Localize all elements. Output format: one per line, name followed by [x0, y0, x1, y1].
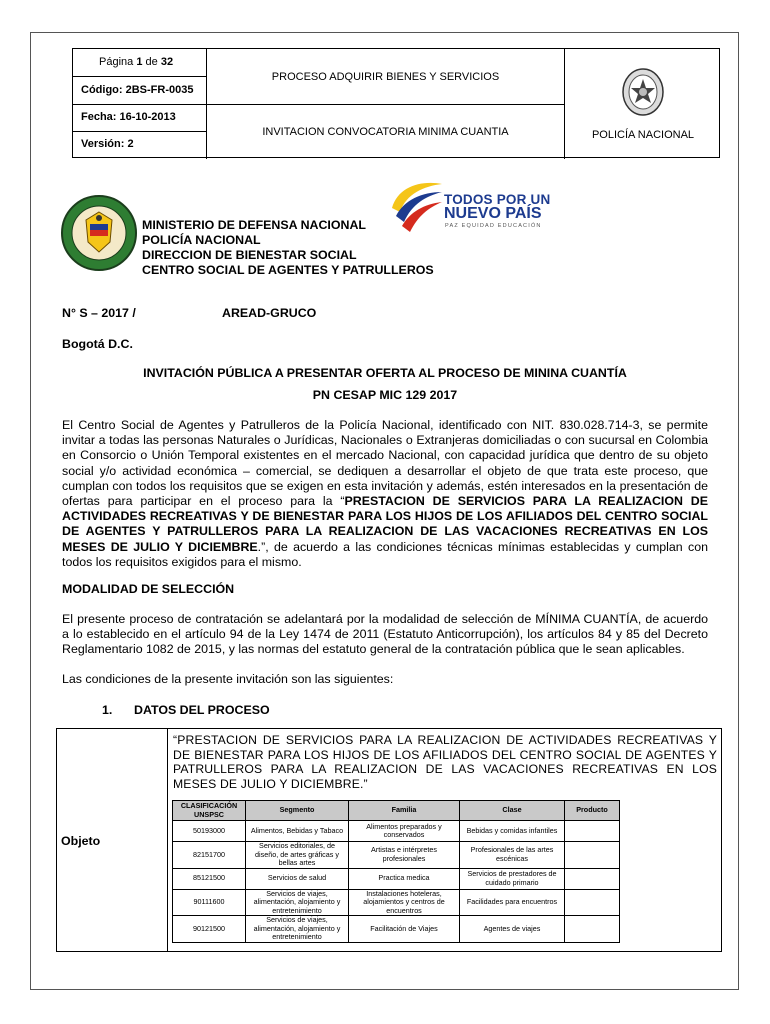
column-header: Producto: [565, 801, 620, 821]
table-cell: [565, 868, 620, 889]
flag-swoosh-icon: [388, 178, 444, 234]
table-cell: Servicios de prestadores de cuidado primario: [460, 868, 565, 889]
conditions-text: Las condiciones de la presente invitación son las siguientes:: [62, 672, 394, 686]
table-cell: 90121500: [173, 916, 246, 943]
table-cell: [565, 889, 620, 916]
table-cell: Servicios de viajes, alimentación, alojamiento y entretenimiento: [246, 889, 349, 916]
column-header: CLASIFICACIÓN UNSPSC: [173, 801, 246, 821]
slogan-line2: NUEVO PAÍS: [444, 205, 542, 222]
objeto-label: Objeto: [61, 834, 101, 848]
table-row: [173, 842, 620, 869]
table-row: [173, 889, 620, 916]
ministry-line: DIRECCION DE BIENESTAR SOCIAL: [142, 248, 357, 262]
table-cell: Bebidas y comidas infantiles: [460, 821, 565, 842]
section-heading: DATOS DEL PROCESO: [134, 703, 270, 717]
reference-area: AREAD-GRUCO: [222, 306, 317, 320]
header-date-cell: [73, 105, 207, 159]
table-cell: [565, 916, 620, 943]
invitation-type: INVITACION CONVOCATORIA MINIMA CUANTIA: [207, 105, 565, 159]
table-cell: [565, 821, 620, 842]
slogan-line3: PAZ EQUIDAD EDUCACIÓN: [445, 223, 542, 229]
table-cell: 85121500: [173, 868, 246, 889]
header-logo-cell: [565, 49, 721, 159]
police-crest-icon: [60, 194, 138, 272]
table-cell: Alimentos preparados y conservados: [349, 821, 460, 842]
table-header-row: [173, 801, 620, 821]
table-cell: Servicios de viajes, alimentación, alojamiento y entretenimiento: [246, 916, 349, 943]
table-cell: Servicios de salud: [246, 868, 349, 889]
header-page-cell: [73, 49, 207, 105]
table-cell: Facilitación de Viajes: [349, 916, 460, 943]
codigo: Código: 2BS-FR-0035: [81, 84, 194, 96]
objeto-label-cell: [57, 729, 168, 951]
ministry-line: MINISTERIO DE DEFENSA NACIONAL: [142, 218, 366, 232]
table-cell: Agentes de viajes: [460, 916, 565, 943]
table-cell: Instalaciones hoteleras, alojamientos y centros de encuentros: [349, 889, 460, 916]
city: Bogotá D.C.: [62, 337, 133, 351]
modalidad-paragraph: El presente proceso de contratación se adelantará por la modalidad de selección de MÍNIMA CUANTÍA, de acuerdo a lo establecido en el artículo 94 de la Ley 1474 de 2011 (Estatuto Anticorrupción), los artículos 84 y 85 del Decreto Reglamentario 1082 de 2015, y las normas del estatuto general de la contratación pública que le sean aplicables.: [62, 612, 708, 657]
table-cell: Profesionales de las artes escénicas: [460, 842, 565, 869]
unspsc-table: [172, 800, 620, 943]
ministry-line: CENTRO SOCIAL DE AGENTES Y PATRULLEROS: [142, 263, 434, 277]
section-number: 1.: [102, 703, 113, 717]
version: Versión: 2: [81, 138, 134, 150]
table-row: [173, 916, 620, 943]
table-cell: [565, 842, 620, 869]
column-header: Clase: [460, 801, 565, 821]
process-code: PN CESAP MIC 129 2017: [312, 388, 458, 402]
fecha: Fecha: 16-10-2013: [81, 111, 176, 123]
section-heading: MODALIDAD DE SELECCIÓN: [62, 582, 235, 596]
table-cell: Facilidades para encuentros: [460, 889, 565, 916]
column-header: Familia: [349, 801, 460, 821]
document-header: [72, 48, 720, 158]
page-indicator: Página 1 de 32: [99, 56, 174, 68]
police-seal-icon: [621, 67, 665, 117]
process-title: PROCESO ADQUIRIR BIENES Y SERVICIOS: [207, 49, 565, 105]
invitation-title: INVITACIÓN PÚBLICA A PRESENTAR OFERTA AL PROCESO DE MININA CUANTÍA: [143, 366, 627, 380]
table-cell: Servicios editoriales, de diseño, de artes gráficas y bellas artes: [246, 842, 349, 869]
objeto-text: “PRESTACION DE SERVICIOS PARA LA REALIZACION DE ACTIVIDADES RECREATIVAS Y DE BIENESTAR PARA LOS HIJOS DE LOS AFILIADOS DEL CENTRO SOCIAL DE AGENTES Y PATRULLEROS PARA LA REALIZACION DE LAS VACACIONES RECREATIVAS EN LOS MESES DE JULIO Y DICIEMBRE.”: [173, 733, 717, 791]
intro-object: PRESTACION DE SERVICIOS PARA LA REALIZACION DE ACTIVIDADES RECREATIVAS Y DE BIENESTAR PARA LOS HIJOS DE LOS AFILIADOS DEL CENTRO SOCIAL DE AGENTES Y PATRULLEROS PARA LA REALIZACION DE LAS VACACIONES RECREATIVAS EN LOS MESES DE JULIO Y DICIEMBRE: [62, 494, 708, 554]
table-cell: Artistas e intérpretes profesionales: [349, 842, 460, 869]
table-cell: Alimentos, Bebidas y Tabaco: [246, 821, 349, 842]
table-row: [173, 821, 620, 842]
table-cell: 82151700: [173, 842, 246, 869]
reference-number: N° S – 2017 /: [62, 306, 136, 320]
org-name: POLICÍA NACIONAL: [591, 129, 695, 141]
ministry-line: POLICÍA NACIONAL: [142, 233, 261, 247]
column-header: Segmento: [246, 801, 349, 821]
slogan-line1: TODOS POR UN: [444, 192, 551, 207]
intro-paragraph: El Centro Social de Agentes y Patrulleros de la Policía Nacional, identificado con NIT. 830.028.714-3, se permite invitar a todas las personas Naturales o Jurídicas, Nacionales o Extranjeras domiciliadas o con sucursal en Colombia en Consorcio o Unión Temporal existentes en el mercado Nacional, con capacidad jurídica que dentro de su objeto social y/o actividad económica – comercial, se dediquen a desarrollar el objeto de que trata este proceso, que cumplan con todos los requisitos que se exigen en esta invitación y además, estén interesados en la presentación de ofertas para participar en el proceso para la “PRESTACION DE SERVICIOS PARA LA REALIZACION DE ACTIVIDADES RECREATIVAS Y DE BIENESTAR PARA LOS HIJOS DE LOS AFILIADOS DEL CENTRO SOCIAL DE AGENTES Y PATRULLEROS PARA LA REALIZACION DE LAS VACACIONES RECREATIVAS EN LOS MESES DE JULIO Y DICIEMBRE.”, de acuerdo a las condiciones técnicas mínimas establecidas y cumplan con todos los requisitos exigidos para el mismo.: [62, 418, 708, 569]
table-cell: 90111600: [173, 889, 246, 916]
table-cell: 50193000: [173, 821, 246, 842]
table-row: [173, 868, 620, 889]
divider: [73, 131, 207, 132]
table-cell: Practica medica: [349, 868, 460, 889]
divider: [73, 76, 207, 77]
